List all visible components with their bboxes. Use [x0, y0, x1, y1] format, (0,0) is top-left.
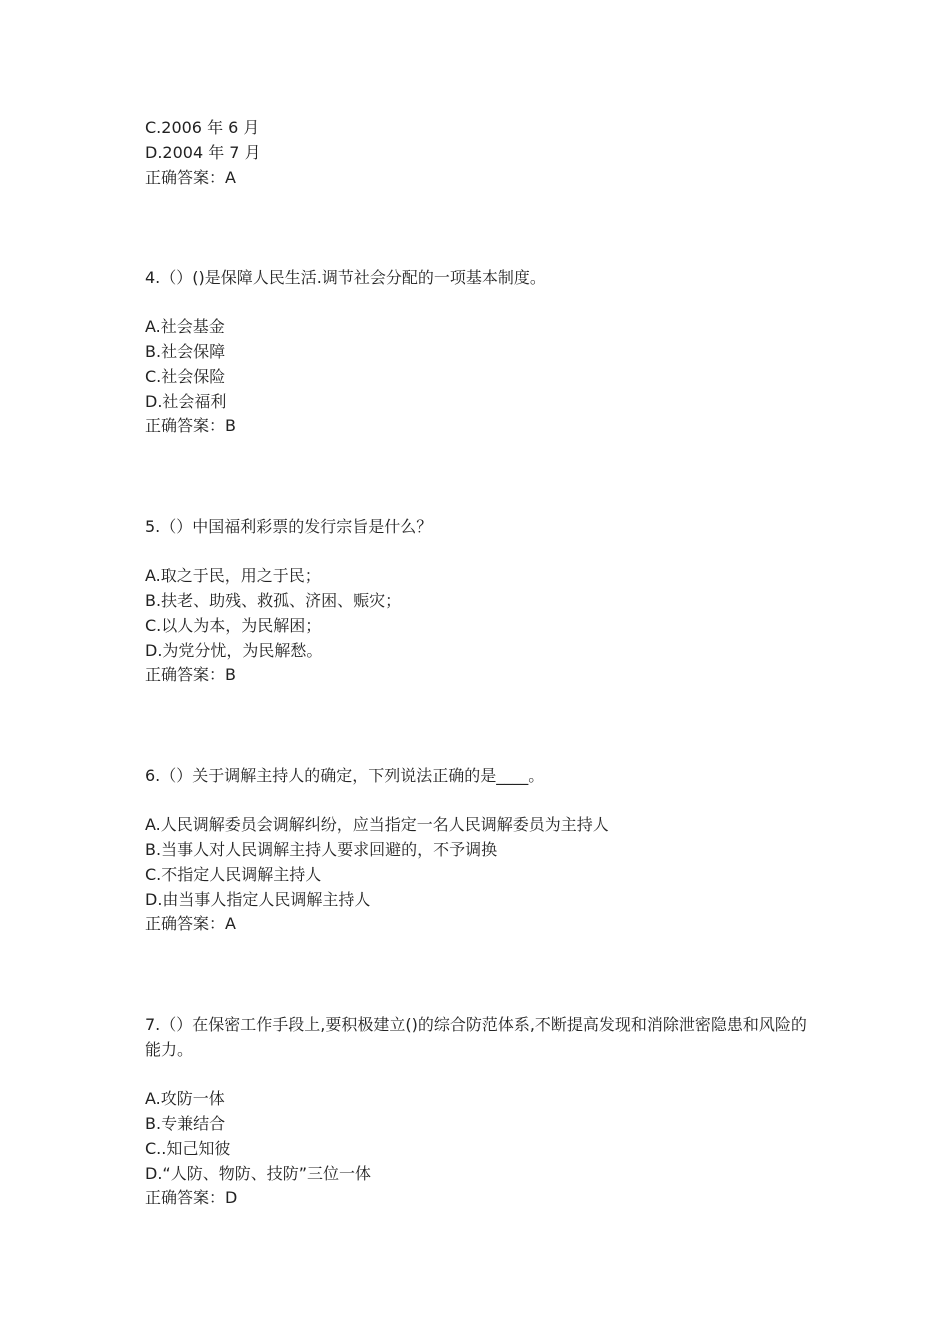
q4-option-c: C.社会保险	[145, 367, 226, 386]
q6-option-c: C.不指定人民调解主持人	[145, 865, 322, 884]
q5-option-a: A.取之于民，用之于民；	[145, 566, 321, 585]
q6-option-d: D.由当事人指定人民调解主持人	[145, 890, 371, 909]
q5-option-b: B.扶老、助残、救孤、济困、赈灾；	[145, 591, 402, 610]
q6-option-b: B.当事人对人民调解主持人要求回避的，不予调换	[145, 840, 498, 859]
q7-question: 7.（）在保密工作手段上,要积极建立()的综合防范体系,不断提高发现和消除泄密隐患和风险的能力。	[145, 1015, 807, 1059]
q7-option-c: C..知己知彼	[145, 1139, 231, 1158]
q7-option-b: B.专兼结合	[145, 1114, 226, 1133]
q4-answer: 正确答案：B	[145, 416, 236, 435]
q6-question: 6.（）关于调解主持人的确定，下列说法正确的是____。	[145, 766, 545, 785]
q5-question: 5.（）中国福利彩票的发行宗旨是什么？	[145, 517, 433, 536]
q5-option-d: D.为党分忧，为民解愁。	[145, 641, 323, 660]
q6-option-a: A.人民调解委员会调解纠纷，应当指定一名人民调解委员为主持人	[145, 815, 609, 834]
q3-option-d: D.2004 年 7 月	[145, 143, 261, 162]
q7-answer: 正确答案：D	[145, 1188, 238, 1207]
q5-answer: 正确答案：B	[145, 665, 236, 684]
q4-option-b: B.社会保障	[145, 342, 226, 361]
q7-option-a: A.攻防一体	[145, 1089, 225, 1108]
q4-question: 4.（）()是保障人民生活.调节社会分配的一项基本制度。	[145, 268, 546, 287]
q5-option-c: C.以人为本，为民解困；	[145, 616, 322, 635]
q3-answer: 正确答案：A	[145, 168, 236, 187]
q3-option-c: C.2006 年 6 月	[145, 118, 260, 137]
q7-option-d: D.“人防、物防、技防”三位一体	[145, 1164, 371, 1183]
q6-answer: 正确答案：A	[145, 914, 236, 933]
q4-option-d: D.社会福利	[145, 392, 227, 411]
q4-option-a: A.社会基金	[145, 317, 225, 336]
